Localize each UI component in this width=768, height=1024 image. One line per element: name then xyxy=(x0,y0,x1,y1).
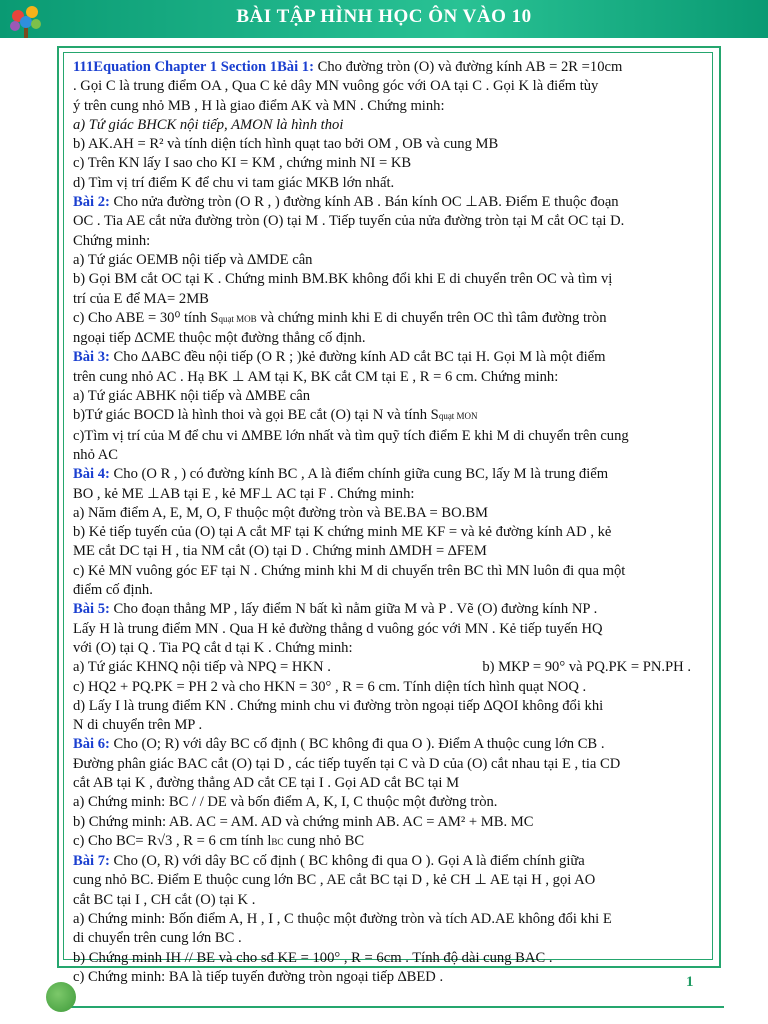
b3-b-line xyxy=(73,406,713,426)
text-line: a) Tứ giác OEMB nội tiếp và ∆MDE cân xyxy=(73,251,313,268)
b2-c-line xyxy=(73,309,713,329)
text-line: a) Tứ giác KHNQ nội tiếp và NPQ = HKN . xyxy=(73,659,331,676)
exercise-heading: Bài 2: xyxy=(73,194,110,211)
b5-line xyxy=(73,600,713,619)
b6-c-line xyxy=(73,832,713,852)
text-line: b) Chứng minh IH // BE và cho sđ KE = 100° , R = 6cm . Tính độ dài cung BAC . xyxy=(73,949,553,966)
b4-line xyxy=(73,465,713,484)
text-line: b) Chứng minh: AB. AC = AM. AD và chứng minh AB. AC = AM² + MB. MC xyxy=(73,813,534,830)
text-line: trên cung nhỏ AC . Hạ BK ⊥ AM tại K, BK cắt CM tại E , R = 6 cm. Chứng minh: xyxy=(73,368,559,385)
green-dot-icon xyxy=(46,982,76,1012)
text-line: Chứng minh: xyxy=(73,232,151,249)
text-line: . Gọi C là trung điểm OA , Qua C kẻ dây MN vuông góc với OA tại C . Gọi K là điểm tùy xyxy=(73,78,599,95)
text-line: ý trên cung nhỏ MB , H là giao điểm AK và MN . Chứng minh: xyxy=(73,97,445,114)
exercise-heading: Bài 5: xyxy=(73,601,110,618)
exercise-content xyxy=(73,58,713,987)
text-line: OC . Tia AE cắt nửa đường tròn (O) tại M . Tiếp tuyến của nửa đường tròn tại M cắt OC tại D. xyxy=(73,213,625,230)
text-line: cung nhỏ BC xyxy=(283,832,365,849)
page-number: 1 xyxy=(686,974,694,990)
text-line: Cho đoạn thẳng MP , lấy điểm N bất kì nằm giữa M và P . Vẽ (O) đường kính NP . xyxy=(109,601,598,618)
text-line: Cho đường tròn (O) và đường kính AB = 2R =10cm xyxy=(313,59,623,75)
text-line: Cho nửa đường tròn (O R , ) đường kính AB . Bán kính OC ⊥AB. Điểm E thuộc đoạn xyxy=(109,194,619,211)
exercise-heading: Bài 6: xyxy=(73,736,110,753)
page-header xyxy=(0,0,768,38)
b6-line xyxy=(73,735,713,754)
text-line: a) Chứng minh: Bốn điểm A, H , I , C thuộc một đường tròn và tích AD.AE không đổi khi E xyxy=(73,911,612,928)
text-line: b) AK.AH = R² và tính diện tích hình quạt tao bởi OM , OB và cung MB xyxy=(73,136,499,153)
text-line: điểm cố định. xyxy=(73,582,153,599)
exercise-heading: 111Equation Chapter 1 Section 1Bài 1: xyxy=(73,59,314,75)
exercise-heading: Bài 3: xyxy=(73,349,110,366)
exercise-heading: Bài 4: xyxy=(73,466,110,483)
text-line: cung nhỏ BC. Điểm E thuộc cung lớn BC , AE cắt BC tại D , kẻ CH ⊥ AE tại H , gọi AO xyxy=(73,872,596,889)
text-line: cắt BC tại I , CH cắt (O) tại K . xyxy=(73,891,256,908)
text-line: ngoại tiếp ∆CME thuộc một đường thẳng cố định. xyxy=(73,330,366,347)
text-line: Đường phân giác BAC cắt (O) tại D , các tiếp tuyến tại C và D của (O) cắt nhau tại E , tia CD xyxy=(73,755,621,772)
text-line: trí của E để MA= 2MB xyxy=(73,290,209,307)
text-line: BO , kẻ ME ⊥AB tại E , kẻ MF⊥ AC tại F . Chứng minh: xyxy=(73,485,415,502)
text-line: d) Lấy I là trung điểm KN . Chứng minh chu vi đường tròn ngoại tiếp ∆QOI không đổi khi xyxy=(73,697,604,714)
text-line: c) Kẻ MN vuông góc EF tại N . Chứng minh khi M di chuyển trên BC thì MN luôn đi qua một xyxy=(73,562,626,579)
text-line: N di chuyển trên MP . xyxy=(73,717,203,734)
text-line: c) Cho BC= R√3 , R = 6 cm tính l xyxy=(73,832,272,849)
b1-line xyxy=(73,58,713,77)
text-line: Cho (O R , ) có đường kính BC , A là điểm chính giữa cung BC, lấy M là trung điểm xyxy=(109,466,609,483)
b5-ab-line xyxy=(73,658,713,677)
b2-line xyxy=(73,193,713,212)
text-line: Lấy H là trung điểm MN . Qua H kẻ đường thẳng d vuông góc với MN . Kẻ tiếp tuyến HQ xyxy=(73,620,603,637)
page-title: BÀI TẬP HÌNH HỌC ÔN VÀO 10 xyxy=(236,6,532,27)
text-line: di chuyển trên cung lớn BC . xyxy=(73,930,242,947)
text-line: cắt AB tại K , đường thẳng AD cắt CE tại I . Gọi AD cắt BC tại M xyxy=(73,774,460,791)
text-line: ME cắt DC tại H , tia NM cắt (O) tại D . Chứng minh ∆MDH = ∆FEM xyxy=(73,543,487,560)
footer-line xyxy=(64,1006,724,1008)
subscript: BC xyxy=(271,836,284,847)
text-line: Cho ∆ABC đều nội tiếp (O R ; )kẻ đường kính AD cắt BC tại H. Gọi M là một điểm xyxy=(109,349,606,366)
text-line: Cho (O, R) với dây BC cố định ( BC không đi qua O ). Gọi A là điểm chính giữa xyxy=(109,853,585,870)
text-line: b) MKP = 90° và PQ.PK = PN.PH . xyxy=(482,659,691,676)
text-line: b) Kẻ tiếp tuyến của (O) tại A cắt MF tại K chứng minh ME KF = và kẻ đường kính AD , kẻ xyxy=(73,524,612,541)
text-line: a) Tứ giác ABHK nội tiếp và ∆MBE cân xyxy=(73,388,311,405)
subscript: quạt MON xyxy=(438,411,478,422)
text-line: a) Tứ giác BHCK nội tiếp, AMON là hình thoi xyxy=(73,116,344,133)
b7-line xyxy=(73,852,713,871)
text-line: b) Gọi BM cắt OC tại K . Chứng minh BM.BK không đổi khi E di chuyển trên OC và tìm vị xyxy=(73,271,613,288)
text-line: và chứng minh khi E di chuyển trên OC thì tâm đường tròn xyxy=(256,309,607,326)
text-line: c) HQ2 + PQ.PK = PH 2 và cho HKN = 30° , R = 6 cm. Tính diện tích hình quạt NOQ . xyxy=(73,678,587,695)
text-line: b)Tứ giác BOCD là hình thoi và gọi BE cắt (O) tại N và tính S xyxy=(73,407,439,424)
text-line: Cho (O; R) với dây BC cố định ( BC không đi qua O ). Điểm A thuộc cung lớn CB . xyxy=(109,736,605,753)
text-line: nhỏ AC xyxy=(73,446,119,463)
exercise-heading: Bài 7: xyxy=(73,853,110,870)
subscript: quạt MOB xyxy=(218,313,257,324)
text-line: a) Chứng minh: BC / / DE và bốn điểm A, K, I, C thuộc một đường tròn. xyxy=(73,794,498,811)
text-line: a) Năm điểm A, E, M, O, F thuộc một đường tròn và BE.BA = BO.BM xyxy=(73,504,489,521)
text-line: d) Tìm vị trí điểm K để chu vi tam giác MKB lớn nhất. xyxy=(73,174,395,191)
text-line: c) Chứng minh: BA là tiếp tuyến đường tròn ngoại tiếp ∆BED . xyxy=(73,968,444,985)
text-line: c) Cho ABE = 30⁰ tính S xyxy=(73,309,219,326)
text-line: với (O) tại Q . Tia PQ cắt d tại K . Chứng minh: xyxy=(73,639,353,656)
b3-line xyxy=(73,348,713,367)
text-line: c) Trên KN lấy I sao cho KI = KM , chứng minh NI = KB xyxy=(73,155,412,172)
text-line: c)Tìm vị trí của M để chu vi ∆MBE lớn nhất và tìm quỹ tích điểm E khi M di chuyển trên cung xyxy=(73,427,629,444)
